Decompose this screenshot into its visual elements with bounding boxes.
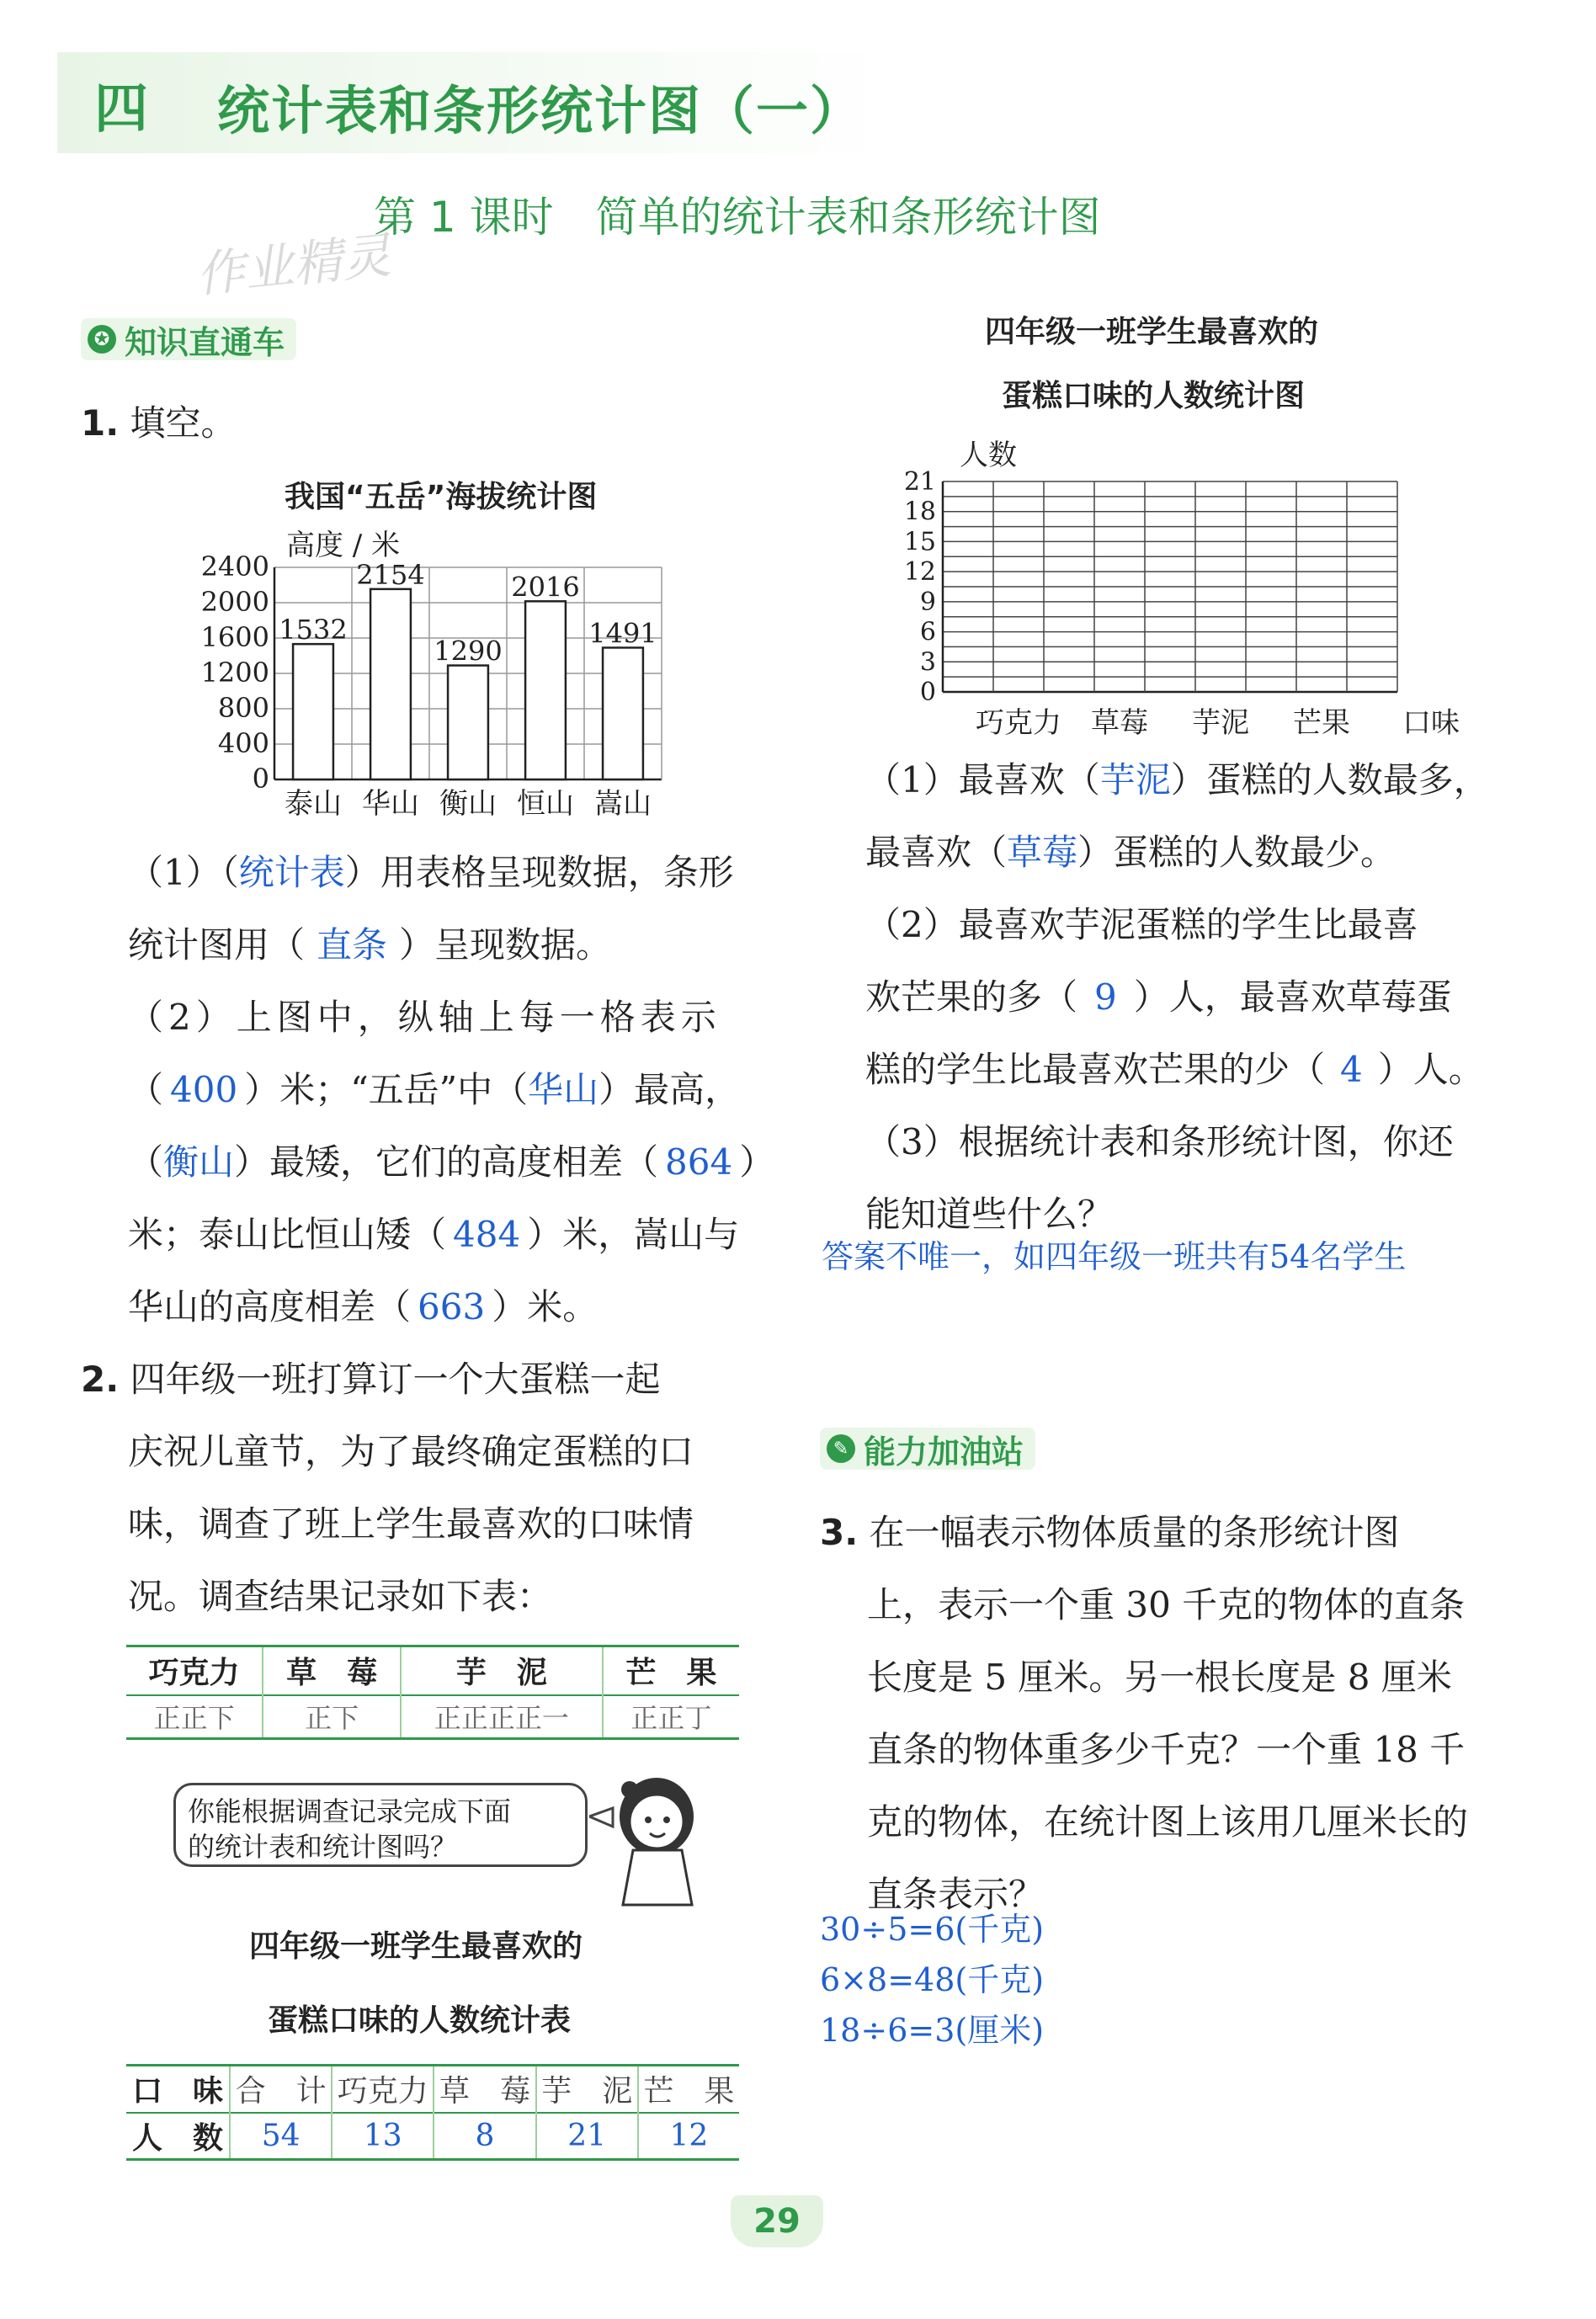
- bus-icon: ✪: [88, 325, 116, 354]
- stat-table: [126, 2064, 739, 2161]
- tally-mark: 正正下: [126, 1695, 263, 1739]
- lesson-title: 第 1 课时 简单的统计表和条形统计图: [374, 193, 1101, 242]
- stat-table-title2: 蛋糕口味的人数统计表: [268, 2003, 572, 2038]
- x-category-label: 芋泥: [1192, 706, 1249, 740]
- stat-table-title1: 四年级一班学生最喜欢的: [249, 1929, 583, 1964]
- q3-number: 3.: [820, 1512, 859, 1553]
- pencil-icon: ✎: [827, 1434, 855, 1463]
- x-category-label: 衡山: [439, 787, 497, 821]
- stat-value: 21: [536, 2113, 638, 2160]
- q2-number: 2.: [81, 1359, 120, 1400]
- y-tick-label: 0: [919, 678, 936, 707]
- stat-value: 8: [434, 2113, 535, 2160]
- bar-value-label: 1290: [434, 635, 503, 668]
- q2-r2-line1: [865, 889, 1418, 961]
- q3-line: 直条表示？: [867, 1874, 1045, 1915]
- y-tick-label: 400: [217, 727, 269, 759]
- text: （1）（: [128, 852, 239, 893]
- text: ）最高，: [598, 1069, 741, 1110]
- text: （: [128, 1141, 164, 1183]
- tally-table: [126, 1645, 739, 1740]
- text: （3）根据统计表和条形统计图，你还: [865, 1121, 1454, 1162]
- text: ）蛋糕的人数最少。: [1077, 832, 1396, 873]
- y-tick-label: 0: [252, 763, 269, 795]
- bar: [448, 666, 488, 779]
- y-tick-label: 21: [903, 467, 936, 497]
- answer-text: 统计表: [238, 852, 345, 893]
- stat-header: 合 计: [230, 2066, 332, 2113]
- q2-text: [81, 1343, 694, 1633]
- text: 米；泰山比恒山矮（: [128, 1214, 447, 1255]
- tally-header: 芋 泥: [401, 1646, 603, 1695]
- q2-line: [81, 1343, 694, 1416]
- q2-line: 况。调查结果记录如下表：: [128, 1576, 553, 1617]
- tally-mark: 正正丁: [630, 1702, 712, 1735]
- q3-answer-line: 30÷5=6(千克): [820, 1911, 1045, 1948]
- q2-r2-line2: [865, 961, 1452, 1034]
- text: ）最矮，它们的高度相差（: [234, 1141, 659, 1183]
- empty-grid-chart: [867, 429, 1490, 741]
- bar-value-label: 1491: [588, 617, 657, 650]
- q3-line: 长度是 5 厘米。另一根长度是 8 厘米: [867, 1657, 1452, 1698]
- text: （1）最喜欢（: [865, 759, 1100, 800]
- text: 能知道些什么？: [865, 1194, 1114, 1235]
- q3-answers: [820, 1904, 1044, 2056]
- y-tick-label: 6: [919, 617, 936, 647]
- answer-text: 华山: [528, 1069, 599, 1110]
- text: （2）上图中，纵轴上每一格表示: [128, 997, 721, 1038]
- bar: [370, 589, 411, 779]
- y-tick-label: 12: [903, 557, 936, 588]
- y-tick-label: 15: [903, 527, 936, 557]
- text: ）米，嵩山与: [527, 1214, 740, 1255]
- tally-marks-row: [126, 1695, 739, 1739]
- text: ）米；“五岳”中（: [244, 1069, 529, 1110]
- q2-r3-answer: 答案不唯一，如四年级一班共有54名学生: [822, 1238, 1407, 1275]
- watermark: 作业精灵: [193, 226, 394, 304]
- text: ）人。: [1377, 1049, 1484, 1090]
- grid-chart-title1: 四年级一班学生最喜欢的: [985, 315, 1319, 349]
- q1-part2-line1: [128, 981, 721, 1054]
- stat-header: 芒 果: [643, 2074, 735, 2109]
- q3-answer-line: 6×8=48(千克): [820, 1961, 1045, 1998]
- q1-number: 1.: [81, 402, 120, 444]
- mountain-chart-title: 我国“五岳”海拔统计图: [285, 480, 598, 514]
- stat-header: 芋 泥: [536, 2066, 638, 2113]
- girl-illustration-icon: [589, 1766, 707, 1909]
- text: ）人，最喜欢草莓蛋: [1133, 976, 1452, 1018]
- q3-line: 直条的物体重多少千克？一个重 18 千: [867, 1729, 1466, 1770]
- section-tag-label: 知识直通车: [125, 323, 285, 361]
- text: 四年级一班打算订一个大蛋糕一起: [130, 1359, 661, 1400]
- stat-value-row: [126, 2113, 739, 2160]
- tally-mark: 正下: [263, 1695, 401, 1739]
- answer-text: 4: [1340, 1049, 1363, 1090]
- y-tick-label: 9: [919, 587, 936, 617]
- bubble-line: 的统计表和统计图吗？: [188, 1831, 458, 1863]
- tally-header: 芒 果: [625, 1656, 717, 1691]
- x-category-label: 泰山: [285, 787, 342, 821]
- text: ）用表格呈现数据，条形: [344, 852, 734, 893]
- text: 糕的学生比最喜欢芒果的少（: [865, 1049, 1326, 1090]
- mountain-bar-chart: [194, 556, 699, 833]
- q2-r1-line1: [865, 744, 1489, 816]
- stat-row-label: 人 数: [126, 2113, 230, 2160]
- q2-line: 味，调查了班上学生最喜欢的口味情: [128, 1503, 694, 1545]
- mountain-chart-ylabel: 高度 / 米: [286, 529, 401, 562]
- q2-r2-line3: [865, 1034, 1484, 1106]
- q3-line: [820, 1497, 1468, 1569]
- x-category-label: 巧克力: [976, 706, 1061, 740]
- q1-part1-line2: [128, 909, 611, 981]
- text: 欢芒果的多（: [865, 976, 1078, 1018]
- speech-bubble: [173, 1783, 588, 1867]
- answer-text: 草莓: [1007, 832, 1078, 873]
- stat-header: 巧克力: [332, 2066, 434, 2113]
- stat-value: 54: [230, 2113, 332, 2160]
- y-axis-label: 人数: [960, 439, 1017, 472]
- x-category-label: 华山: [362, 787, 419, 821]
- stat-header-first: 口 味: [126, 2066, 230, 2113]
- text: 最喜欢（: [865, 832, 1008, 873]
- x-category-label: 恒山: [517, 787, 574, 821]
- y-tick-label: 3: [919, 647, 936, 678]
- answer-text: 直条: [317, 924, 388, 965]
- q1-part1-line1: [128, 837, 734, 909]
- answer-text: 484: [453, 1214, 521, 1255]
- x-axis-label: 口味: [1402, 706, 1460, 740]
- bar: [603, 647, 643, 779]
- q2-r1-line2: [865, 816, 1396, 889]
- x-category-label: 嵩山: [594, 787, 652, 821]
- x-category-label: 草莓: [1091, 706, 1148, 740]
- q1-part2-line4: [128, 1199, 739, 1271]
- bar: [525, 601, 566, 779]
- q1-heading: [81, 387, 237, 460]
- bar: [293, 644, 333, 779]
- text: （2）最喜欢芋泥蛋糕的学生比最喜: [865, 904, 1418, 945]
- section-tag-label: 能力加油站: [864, 1433, 1024, 1471]
- unit-number: 四: [94, 78, 148, 141]
- tally-header: 草 莓: [263, 1646, 401, 1695]
- answer-text: 400: [170, 1069, 238, 1110]
- q3-text: [820, 1497, 1468, 1931]
- q3-line: 上，表示一个重 30 千克的物体的直条: [867, 1584, 1466, 1625]
- y-tick-label: 18: [903, 497, 936, 527]
- y-tick-label: 800: [217, 692, 269, 724]
- page-number-badge: [731, 2195, 823, 2247]
- text: ）: [739, 1141, 775, 1183]
- stat-header: 草 莓: [434, 2066, 535, 2113]
- y-tick-label: 1600: [200, 621, 269, 653]
- stat-header-row: [126, 2066, 739, 2113]
- answer-text: 9: [1094, 976, 1117, 1018]
- bar-value-label: 2154: [356, 558, 425, 591]
- text: ）蛋糕的人数最多，: [1170, 759, 1489, 800]
- answer-text: 衡山: [163, 1141, 235, 1183]
- q3-answer-line: 18÷6=3(厘米): [820, 2012, 1045, 2049]
- q1-part2-line2: [128, 1054, 740, 1126]
- text: 统计图用（: [128, 924, 306, 965]
- q3-line: 克的物体，在统计图上该用几厘米长的: [867, 1801, 1469, 1843]
- stat-value: 12: [669, 2118, 709, 2153]
- page-number: 29: [753, 2202, 801, 2241]
- q2-r3-line1: [865, 1106, 1454, 1178]
- tally-header-row: [126, 1646, 739, 1695]
- y-tick-label: 2400: [200, 556, 269, 582]
- tally-header: 巧克力: [126, 1646, 263, 1695]
- bar-value-label: 1532: [279, 614, 348, 646]
- text: ）呈现数据。: [399, 924, 612, 965]
- stat-value: 13: [332, 2113, 434, 2160]
- x-category-label: 芒果: [1293, 706, 1350, 740]
- bar-value-label: 2016: [511, 571, 580, 604]
- answer-text: 663: [418, 1286, 486, 1327]
- q2-line: 庆祝儿童节，为了最终确定蛋糕的口: [128, 1431, 694, 1472]
- q1-prompt: 填空。: [130, 402, 237, 444]
- y-tick-label: 2000: [200, 586, 269, 618]
- y-tick-label: 1200: [200, 657, 269, 689]
- text: （: [128, 1069, 164, 1110]
- text: ）米。: [492, 1286, 598, 1327]
- q1-part2-line3: [128, 1126, 774, 1199]
- text: 华山的高度相差（: [128, 1286, 412, 1327]
- section-tag-knowledge: [81, 318, 296, 360]
- q1-part2-line5: [128, 1271, 598, 1343]
- tally-mark: 正正正正一: [401, 1695, 603, 1739]
- unit-title: 统计表和条形统计图（一）: [217, 80, 864, 141]
- answer-text: 芋泥: [1099, 759, 1171, 800]
- grid-chart-title2: 蛋糕口味的人数统计图: [1002, 379, 1306, 413]
- bubble-line: 你能根据调查记录完成下面: [188, 1795, 512, 1827]
- answer-text: 864: [665, 1141, 733, 1183]
- text: 在一幅表示物体质量的条形统计图: [869, 1512, 1400, 1553]
- section-tag-ability: [820, 1428, 1035, 1470]
